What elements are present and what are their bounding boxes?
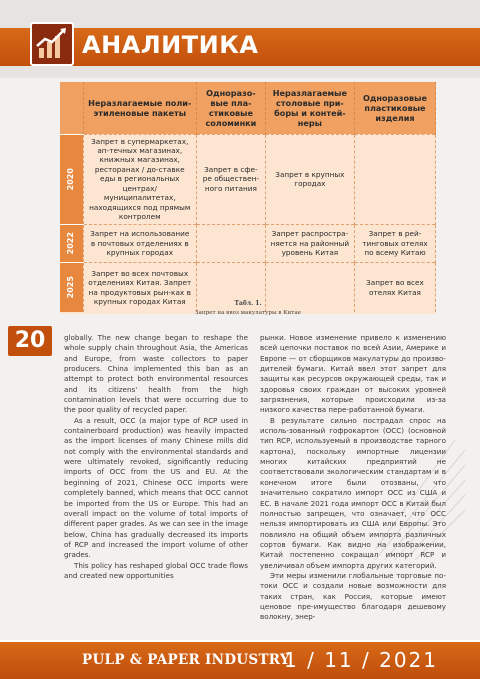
paragraph: В результате сильно пострадал спрос на исполь-зованный гофрокартон (OCC) (основной тип RCP, используемый в производстве тарного картона), поскольку импортные лицензии многих китайских предприятий не соответствовали экологическим стандартам и в конечном итоге были отозваны, что значительно сократило импорт OCC из США и ЕС. В начале 2021 года импорт OCC в Китай был полностью запрещен, что означает, что OCC нельзя импортировать из США или Европы. Это повлияло на общий объем импорта различных сортов бумаги. Как видно на изображении, Китай постепенно сокращал импорт RCP и увеличивал объем импорта других категорий. — [260, 415, 446, 570]
table-row — [60, 134, 436, 224]
table-row — [60, 224, 436, 262]
year-cell: 2022 — [60, 224, 83, 262]
col-header: Одноразовые пластиковые изделия — [354, 82, 435, 134]
table-caption — [60, 300, 436, 317]
year-cell: 2020 — [60, 134, 83, 224]
bar-chart-growth-icon — [30, 22, 74, 66]
footer — [0, 640, 480, 679]
journal-name: PULP & PAPER INDUSTRY — [82, 652, 290, 668]
table-cell — [196, 224, 265, 262]
table-cell: Запрет в супермаркетах, ап-течных магазинах, книжных магазинах, ресторанах / до-ставке еды в региональных центрах/ муниципалитетах, находящихся под прямым контролем — [83, 134, 196, 224]
table-cell: Запрет в крупных городах — [265, 134, 354, 224]
table-corner — [60, 82, 83, 134]
col-header: Неразлагаемые столовые при-боры и контей-неры — [265, 82, 354, 134]
col-header: Неразлагаемые поли-этиленовые пакеты — [83, 82, 196, 134]
col-header: Одноразо-вые пла-стиковые соломинки — [196, 82, 265, 134]
paragraph: As a result, OCC (a major type of RCP used in containerboard production) was heavily impacted as the import licenses of many Chinese mills did not comply with the environmental standards and were ultimately revoked, significantly reducing imports of OCC from the US and EU. At the beginning of 2021, Chinese OCC imports were completely banned, which means that OCC cannot be imported from the US or Europe. This had an overall impact on the volume of total imports of different paper grades. As we can see in the image below, China has gradually decreased its imports of RCP and increased the import volume of other grades. — [64, 415, 248, 560]
caption-title: Табл. 1. — [234, 300, 262, 307]
article-column-en — [64, 333, 248, 581]
table-cell — [354, 134, 435, 224]
issue-number: 1 / 11 / 2021 — [284, 648, 438, 672]
article-column-ru — [260, 333, 446, 623]
paragraph: globally. The new change began to reshape the whole supply chain throughout Asia, the Americas and Europe, from waste collectors to paper producers. China implemented this ban as an attempt to protect both environmental resources and its citizens' health from the high contamination levels that were occurring due to the poor quality of recycled paper. — [64, 333, 248, 415]
paragraph: Эти меры изменили глобальные торговые по-токи OCC и создали новые возможности для таких стран, как Россия, которые имеют ценовое пре-имущество благодаря дешевому волокну, энер- — [260, 570, 446, 622]
caption-text: Запрет на ввоз макулатуры в Китае — [195, 309, 301, 316]
table-cell: Запрет во всех отелях Китая — [354, 262, 435, 312]
page-number: 20 — [8, 326, 52, 356]
paragraph: This policy has reshaped global OCC trade flows and created new opportunities — [64, 560, 248, 580]
table-cell: Запрет в сфе-ре обществен-ного питания — [196, 134, 265, 224]
table-cell: Запрет на использование в почтовых отделениях в крупных городах — [83, 224, 196, 262]
section-title: АНАЛИТИКА — [82, 31, 259, 59]
table-cell: Запрет во всех почтовых отделениях Китая. Запрет на продуктовых рын-ках в крупных городах Китая — [83, 262, 196, 312]
table-cell: Запрет распростра-няется на районный уровень Китая — [265, 224, 354, 262]
paragraph: рынки. Новое изменение привело к изменению всей цепочки поставок по всей Азии, Америке и Европе — от сборщиков макулатуры до произво-дителей бумаги. Китай ввел этот запрет для защиты как ресурсов окружающей среды, так и здоровья своих граждан от высоких уровней загрязнения, которые происходили из-за низкого качества пере-работанной бумаги. — [260, 333, 446, 415]
ban-table — [60, 82, 436, 314]
table-cell: Запрет в рей-тинговых отелях по всему Китаю — [354, 224, 435, 262]
year-cell: 2025 — [60, 262, 83, 312]
